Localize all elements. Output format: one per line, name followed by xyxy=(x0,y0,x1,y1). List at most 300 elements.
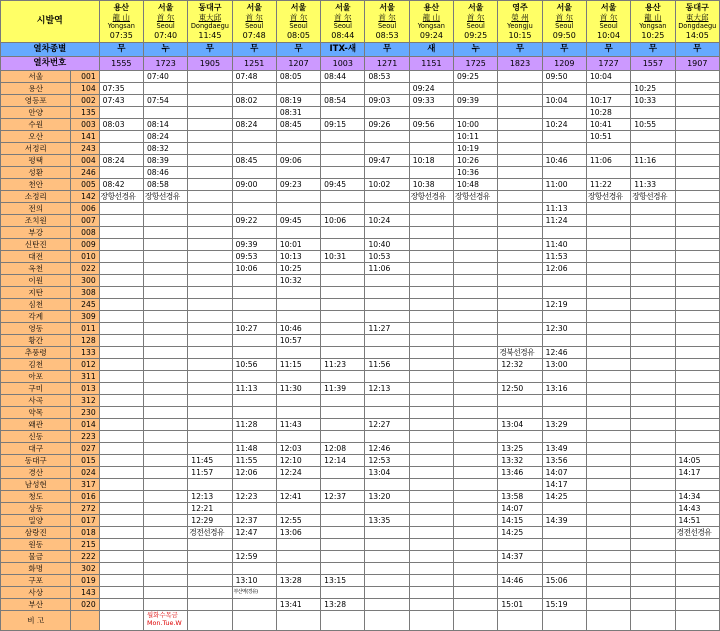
station-code: 300 xyxy=(71,275,99,287)
time-cell xyxy=(409,575,453,587)
time-cell xyxy=(365,299,409,311)
origin-cell xyxy=(454,1,498,43)
remarks-cell xyxy=(365,611,409,631)
station-name: 서정리 xyxy=(1,143,71,155)
time-cell: 13:04 xyxy=(365,467,409,479)
time-cell xyxy=(631,371,675,383)
remarks-cell xyxy=(675,611,719,631)
time-cell xyxy=(586,407,630,419)
time-cell xyxy=(498,539,542,551)
time-cell xyxy=(675,131,719,143)
station-name: 구포 xyxy=(1,575,71,587)
origin-hanja: 首 尔 xyxy=(555,12,573,22)
time-cell xyxy=(542,551,586,563)
time-cell xyxy=(188,371,232,383)
time-cell: 12:14 xyxy=(321,455,365,467)
time-cell: 08:03 xyxy=(99,119,143,131)
time-cell: 14:07 xyxy=(498,503,542,515)
time-cell: 10:01 xyxy=(276,239,320,251)
time-cell xyxy=(454,527,498,539)
station-name: 영동 xyxy=(1,323,71,335)
station-code: 020 xyxy=(71,599,99,611)
time-cell: 13:58 xyxy=(498,491,542,503)
time-cell xyxy=(188,119,232,131)
time-cell xyxy=(631,419,675,431)
time-cell: 13:06 xyxy=(276,527,320,539)
station-row xyxy=(1,527,720,539)
time-cell: 12:30 xyxy=(542,323,586,335)
time-cell: 12:47 xyxy=(232,527,276,539)
time-cell xyxy=(409,539,453,551)
time-cell xyxy=(542,131,586,143)
origin-cell xyxy=(631,1,675,43)
remarks-cell xyxy=(586,611,630,631)
time-cell: 11:15 xyxy=(276,359,320,371)
origin-ko: 동대구 xyxy=(198,2,222,12)
time-cell: 10:11 xyxy=(454,131,498,143)
time-cell xyxy=(99,503,143,515)
time-cell: 09:56 xyxy=(409,119,453,131)
time-cell xyxy=(675,263,719,275)
time-cell: 12:55 xyxy=(276,515,320,527)
time-cell xyxy=(498,395,542,407)
time-cell xyxy=(675,563,719,575)
time-cell xyxy=(631,527,675,539)
time-cell xyxy=(188,203,232,215)
time-cell xyxy=(99,479,143,491)
station-row xyxy=(1,419,720,431)
station-code: 010 xyxy=(71,251,99,263)
time-cell xyxy=(675,179,719,191)
station-row xyxy=(1,131,720,143)
time-cell xyxy=(99,335,143,347)
station-row xyxy=(1,599,720,611)
time-cell xyxy=(631,275,675,287)
time-cell xyxy=(631,551,675,563)
station-row xyxy=(1,371,720,383)
time-cell xyxy=(409,503,453,515)
time-cell: 장항선경유 xyxy=(586,191,630,203)
time-cell xyxy=(586,203,630,215)
time-cell: 10:32 xyxy=(276,275,320,287)
time-cell: 09:06 xyxy=(276,155,320,167)
station-row xyxy=(1,455,720,467)
origin-hanja: 龍 山 xyxy=(422,12,441,22)
time-cell: 10:17 xyxy=(586,95,630,107)
time-cell xyxy=(631,227,675,239)
time-cell xyxy=(454,467,498,479)
time-cell xyxy=(99,539,143,551)
time-cell xyxy=(631,443,675,455)
time-cell: 07:54 xyxy=(143,95,187,107)
time-cell xyxy=(454,395,498,407)
time-cell xyxy=(675,251,719,263)
origin-ko: 서울 xyxy=(290,2,307,12)
time-cell: 10:36 xyxy=(454,167,498,179)
time-cell xyxy=(586,527,630,539)
time-cell: 09:26 xyxy=(365,119,409,131)
time-cell xyxy=(454,479,498,491)
time-cell xyxy=(675,419,719,431)
time-cell xyxy=(321,275,365,287)
station-code: 128 xyxy=(71,335,99,347)
time-cell xyxy=(675,371,719,383)
time-cell xyxy=(188,215,232,227)
station-code: 317 xyxy=(71,479,99,491)
time-cell: 14:46 xyxy=(498,575,542,587)
time-cell: 10:51 xyxy=(586,131,630,143)
time-cell xyxy=(675,335,719,347)
time-cell xyxy=(454,239,498,251)
station-row xyxy=(1,539,720,551)
origin-station-label: 시발역 xyxy=(1,1,100,43)
train-number-row-cell: 1271 xyxy=(365,57,409,71)
time-cell xyxy=(143,515,187,527)
time-cell xyxy=(409,311,453,323)
time-cell: 장항선경유 xyxy=(631,191,675,203)
station-name: 이원 xyxy=(1,275,71,287)
time-cell xyxy=(498,407,542,419)
time-cell xyxy=(188,359,232,371)
time-cell xyxy=(232,203,276,215)
time-cell: 08:02 xyxy=(232,95,276,107)
origin-cell xyxy=(675,1,719,43)
time-cell: 08:42 xyxy=(99,179,143,191)
time-cell: 10:46 xyxy=(542,155,586,167)
time-cell xyxy=(99,287,143,299)
time-cell: 13:32 xyxy=(498,455,542,467)
time-cell xyxy=(232,299,276,311)
time-cell: 10:48 xyxy=(454,179,498,191)
time-cell xyxy=(675,83,719,95)
station-row xyxy=(1,359,720,371)
time-cell xyxy=(498,167,542,179)
time-cell xyxy=(409,551,453,563)
time-cell xyxy=(675,407,719,419)
time-cell xyxy=(321,467,365,479)
time-cell: 12:46 xyxy=(542,347,586,359)
station-row xyxy=(1,467,720,479)
station-name: 아포 xyxy=(1,371,71,383)
station-row xyxy=(1,479,720,491)
time-cell xyxy=(321,539,365,551)
time-cell: 09:33 xyxy=(409,95,453,107)
origin-cell xyxy=(232,1,276,43)
time-cell xyxy=(498,71,542,83)
time-cell xyxy=(99,407,143,419)
train-number-row-cell: 1207 xyxy=(276,57,320,71)
station-row xyxy=(1,155,720,167)
time-cell xyxy=(276,203,320,215)
time-cell xyxy=(276,131,320,143)
time-cell xyxy=(365,563,409,575)
time-cell xyxy=(409,71,453,83)
time-cell: 10:31 xyxy=(321,251,365,263)
time-cell xyxy=(454,455,498,467)
origin-ko: 서울 xyxy=(379,2,395,12)
time-cell xyxy=(188,131,232,143)
time-cell xyxy=(321,431,365,443)
time-cell xyxy=(188,71,232,83)
origin-cell xyxy=(409,1,453,43)
time-cell xyxy=(498,203,542,215)
time-cell xyxy=(454,539,498,551)
time-cell: 14:34 xyxy=(675,491,719,503)
time-cell xyxy=(498,587,542,599)
time-cell xyxy=(675,431,719,443)
time-cell: 11:00 xyxy=(542,179,586,191)
time-cell: 11:06 xyxy=(586,155,630,167)
station-name: 김천 xyxy=(1,359,71,371)
time-cell xyxy=(586,587,630,599)
time-cell xyxy=(99,515,143,527)
time-cell xyxy=(321,107,365,119)
time-cell xyxy=(586,215,630,227)
station-row xyxy=(1,107,720,119)
time-cell xyxy=(99,347,143,359)
time-cell xyxy=(454,203,498,215)
time-cell xyxy=(542,407,586,419)
origin-en: Seoul xyxy=(289,21,308,30)
time-cell: 08:46 xyxy=(143,167,187,179)
time-cell: 12:50 xyxy=(498,383,542,395)
station-row xyxy=(1,191,720,203)
time-cell: 10:56 xyxy=(232,359,276,371)
time-cell xyxy=(99,239,143,251)
time-cell xyxy=(188,347,232,359)
time-cell: 장항선경유 xyxy=(409,191,453,203)
time-cell xyxy=(454,575,498,587)
time-cell xyxy=(143,551,187,563)
time-cell xyxy=(276,503,320,515)
origin-time: 09:50 xyxy=(552,30,576,40)
time-cell xyxy=(143,83,187,95)
time-cell xyxy=(232,167,276,179)
time-cell xyxy=(232,143,276,155)
time-cell: 12:53 xyxy=(365,455,409,467)
remarks-cell xyxy=(321,611,365,631)
time-cell xyxy=(276,191,320,203)
train-type-row-cell: 누 xyxy=(454,43,498,57)
time-cell xyxy=(454,287,498,299)
origin-en: Seoul xyxy=(333,21,352,30)
time-cell xyxy=(143,347,187,359)
time-cell xyxy=(143,539,187,551)
time-cell: 09:22 xyxy=(232,215,276,227)
time-cell: 11:43 xyxy=(276,419,320,431)
time-cell: 12:37 xyxy=(232,515,276,527)
station-code: 024 xyxy=(71,467,99,479)
time-cell xyxy=(188,563,232,575)
time-cell: 13:25 xyxy=(498,443,542,455)
time-cell: 15:06 xyxy=(542,575,586,587)
station-code: 001 xyxy=(71,71,99,83)
station-name: 평택 xyxy=(1,155,71,167)
time-cell xyxy=(409,527,453,539)
station-name: 왜관 xyxy=(1,419,71,431)
train-type-row-cell: 누 xyxy=(143,43,187,57)
time-cell: 09:53 xyxy=(232,251,276,263)
time-cell xyxy=(454,551,498,563)
time-cell xyxy=(409,203,453,215)
time-cell: 15:01 xyxy=(498,599,542,611)
time-cell: 09:03 xyxy=(365,95,409,107)
time-cell: 11:28 xyxy=(232,419,276,431)
station-name: 추풍령 xyxy=(1,347,71,359)
time-cell xyxy=(586,83,630,95)
time-cell xyxy=(321,287,365,299)
time-cell: 13:46 xyxy=(498,467,542,479)
time-cell xyxy=(498,563,542,575)
station-name: 신동 xyxy=(1,431,71,443)
time-cell xyxy=(188,95,232,107)
station-code: 272 xyxy=(71,503,99,515)
time-cell xyxy=(675,215,719,227)
time-cell xyxy=(321,167,365,179)
time-cell xyxy=(631,299,675,311)
time-cell xyxy=(454,383,498,395)
time-cell xyxy=(321,371,365,383)
station-code: 011 xyxy=(71,323,99,335)
time-cell: 12:27 xyxy=(365,419,409,431)
origin-time: 07:40 xyxy=(154,30,178,40)
station-name: 옥천 xyxy=(1,263,71,275)
time-cell: 11:40 xyxy=(542,239,586,251)
time-cell: 12:37 xyxy=(321,491,365,503)
remarks-cell xyxy=(232,611,276,631)
time-cell xyxy=(143,215,187,227)
time-cell xyxy=(365,143,409,155)
time-cell xyxy=(675,479,719,491)
time-cell xyxy=(409,407,453,419)
time-cell: 09:47 xyxy=(365,155,409,167)
station-code: 008 xyxy=(71,227,99,239)
station-row xyxy=(1,347,720,359)
time-cell xyxy=(542,287,586,299)
time-cell: 12:03 xyxy=(276,443,320,455)
train-type-row-cell: 무 xyxy=(498,43,542,57)
origin-hanja: 首 尔 xyxy=(289,12,308,22)
time-cell xyxy=(409,395,453,407)
time-cell xyxy=(365,431,409,443)
origin-ko: 서울 xyxy=(246,2,262,12)
station-code: 005 xyxy=(71,179,99,191)
station-code: 016 xyxy=(71,491,99,503)
time-cell xyxy=(188,191,232,203)
time-cell xyxy=(409,227,453,239)
time-cell xyxy=(143,455,187,467)
time-cell xyxy=(232,311,276,323)
remarks-code xyxy=(71,611,99,631)
time-cell xyxy=(321,479,365,491)
time-cell xyxy=(232,335,276,347)
origin-time: 08:44 xyxy=(331,30,355,40)
station-code: 308 xyxy=(71,287,99,299)
time-cell xyxy=(586,311,630,323)
time-cell xyxy=(542,587,586,599)
time-cell: 08:24 xyxy=(143,131,187,143)
time-cell xyxy=(276,167,320,179)
time-cell: 10:38 xyxy=(409,179,453,191)
time-cell: 08:32 xyxy=(143,143,187,155)
time-cell: 13:28 xyxy=(321,599,365,611)
origin-cell xyxy=(542,1,586,43)
remarks-cell xyxy=(409,611,453,631)
time-cell: 11:39 xyxy=(321,383,365,395)
time-cell xyxy=(631,575,675,587)
origin-cell xyxy=(188,1,232,43)
time-cell xyxy=(498,311,542,323)
remarks-cell xyxy=(276,611,320,631)
time-cell xyxy=(631,587,675,599)
station-name: 성환 xyxy=(1,167,71,179)
time-cell xyxy=(276,479,320,491)
time-cell xyxy=(365,131,409,143)
time-cell xyxy=(586,287,630,299)
station-name: 전의 xyxy=(1,203,71,215)
time-cell xyxy=(188,443,232,455)
time-cell xyxy=(454,263,498,275)
time-cell xyxy=(143,107,187,119)
time-cell: 11:13 xyxy=(232,383,276,395)
time-cell xyxy=(542,395,586,407)
time-cell xyxy=(188,263,232,275)
time-cell xyxy=(498,299,542,311)
station-name: 영등포 xyxy=(1,95,71,107)
time-cell xyxy=(276,551,320,563)
time-cell xyxy=(498,155,542,167)
time-cell xyxy=(321,203,365,215)
time-cell xyxy=(143,275,187,287)
train-number-row-cell: 1723 xyxy=(143,57,187,71)
time-cell xyxy=(99,143,143,155)
time-cell xyxy=(586,515,630,527)
station-code: 215 xyxy=(71,539,99,551)
time-cell xyxy=(454,335,498,347)
time-cell xyxy=(232,107,276,119)
station-name: 사곡 xyxy=(1,395,71,407)
time-cell: 11:13 xyxy=(542,203,586,215)
time-cell xyxy=(321,263,365,275)
time-cell xyxy=(321,131,365,143)
time-cell xyxy=(365,551,409,563)
station-row xyxy=(1,287,720,299)
time-cell: 08:58 xyxy=(143,179,187,191)
time-cell xyxy=(409,455,453,467)
time-cell xyxy=(143,287,187,299)
time-cell xyxy=(409,107,453,119)
time-cell: 14:43 xyxy=(675,503,719,515)
train-type-row-cell: 무 xyxy=(675,43,719,57)
time-cell: 10:57 xyxy=(276,335,320,347)
origin-cell xyxy=(276,1,320,43)
time-cell: 13:29 xyxy=(542,419,586,431)
time-cell xyxy=(99,131,143,143)
time-cell xyxy=(188,227,232,239)
time-cell: 13:15 xyxy=(321,575,365,587)
time-cell: 12:06 xyxy=(542,263,586,275)
origin-cell xyxy=(586,1,630,43)
time-cell: 10:53 xyxy=(365,251,409,263)
station-name: 화명 xyxy=(1,563,71,575)
time-cell: 12:23 xyxy=(232,491,276,503)
time-cell xyxy=(586,167,630,179)
origin-ko: 서울 xyxy=(556,2,573,12)
station-name: 대구 xyxy=(1,443,71,455)
time-cell: 13:35 xyxy=(365,515,409,527)
origin-time: 09:25 xyxy=(464,30,488,40)
time-cell xyxy=(321,299,365,311)
